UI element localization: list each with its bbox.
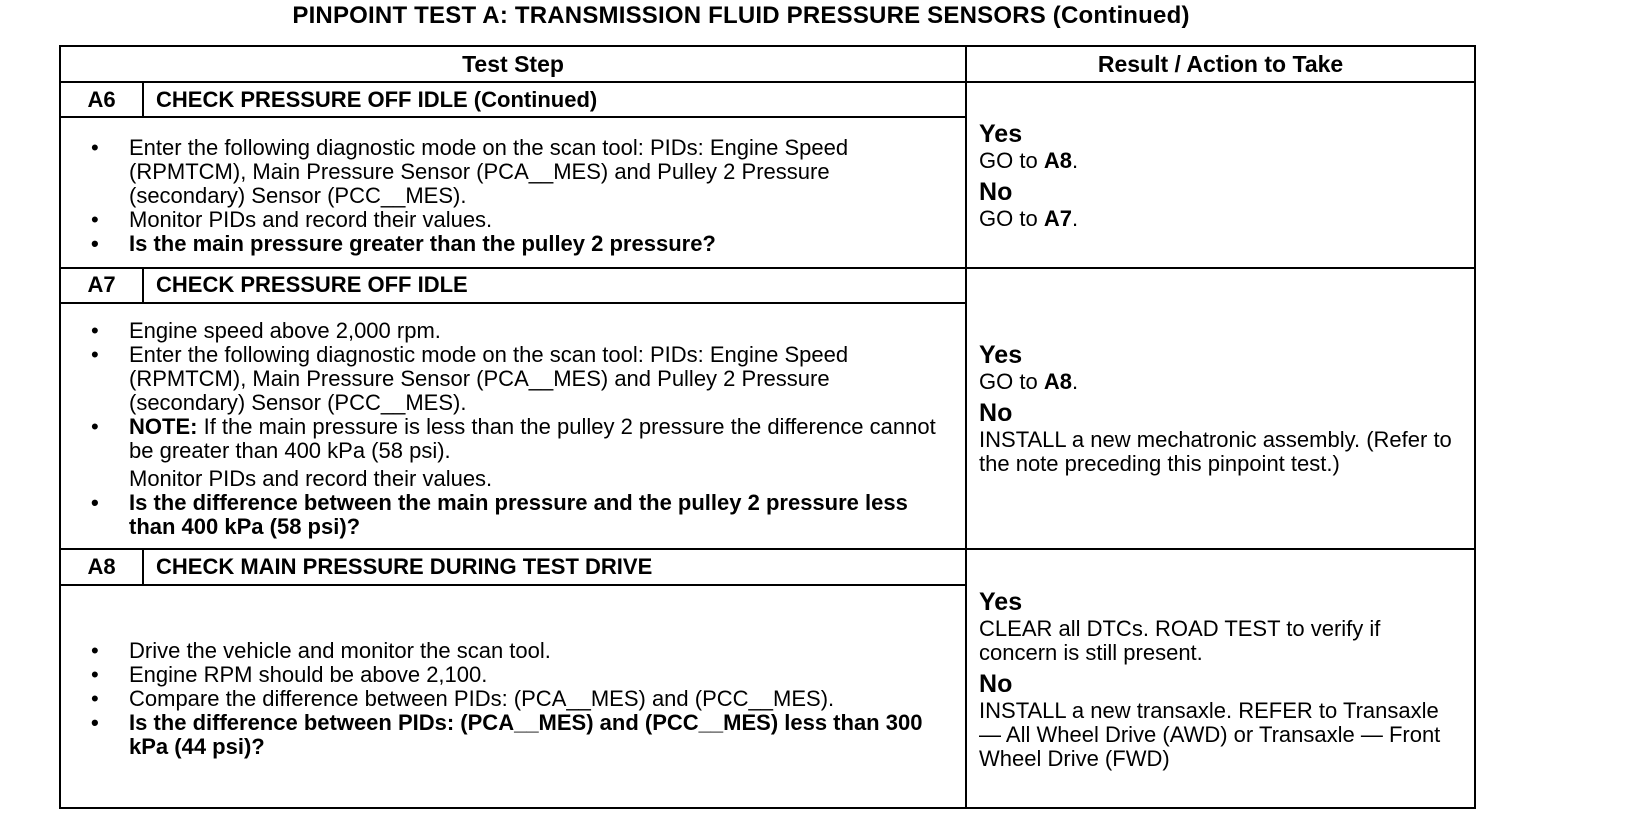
- result-yes: [979, 119, 1464, 173]
- step-id: A8: [60, 549, 143, 584]
- table-header-row: [60, 46, 1475, 82]
- yes-label: Yes: [979, 587, 1023, 616]
- step-id: A6: [60, 82, 143, 117]
- yes-action: CLEAR all DTCs. ROAD TEST to verify if concern is still present.: [979, 615, 1381, 665]
- no-label: No: [979, 177, 1013, 206]
- header-test-step: Test Step: [60, 46, 966, 82]
- step-a8-instructions: [60, 585, 966, 808]
- list-item-question: • Is the difference between the main pressure and the pulley 2 pressure less than 400 kPa (58 psi)?: [91, 491, 947, 539]
- step-a6-instructions: [60, 117, 966, 267]
- list-item: • Enter the following diagnostic mode on the scan tool: PIDs: Engine Speed (RPMTCM), Main Pressure Sensor (PCA__MES) and Pulley 2 Pressure (secondary) Sensor (PCC__MES).: [91, 136, 947, 208]
- no-action: INSTALL a new mechatronic assembly. (Refer to the note preceding this pinpoint test.): [979, 427, 1452, 477]
- step-id: A7: [60, 268, 143, 303]
- step-heading: CHECK PRESSURE OFF IDLE: [143, 268, 966, 303]
- list-item-question: • Is the difference between PIDs: (PCA__MES) and (PCC__MES) less than 300 kPa (44 psi)?: [91, 711, 947, 759]
- result-yes: [979, 340, 1464, 394]
- list-item: • Engine speed above 2,000 rpm.: [91, 319, 947, 343]
- list-item: • Engine RPM should be above 2,100.: [91, 663, 947, 687]
- step-heading: CHECK PRESSURE OFF IDLE (Continued): [143, 82, 966, 117]
- step-heading: CHECK MAIN PRESSURE DURING TEST DRIVE: [143, 549, 966, 584]
- step-a7-instructions: [60, 303, 966, 549]
- result-no: [979, 177, 1464, 231]
- step-a6-heading-row: [60, 82, 1475, 117]
- pinpoint-test-table: [59, 45, 1476, 809]
- result-no: [979, 398, 1464, 476]
- list-item: Monitor PIDs and record their values.: [129, 466, 493, 492]
- no-label: No: [979, 399, 1013, 428]
- page-title: PINPOINT TEST A: TRANSMISSION FLUID PRESSURE SENSORS (Continued): [292, 2, 1190, 29]
- step-a6-result: [966, 82, 1475, 268]
- step-a8-heading-row: [60, 549, 1475, 584]
- list-item-question: • Is the main pressure greater than the pulley 2 pressure?: [91, 232, 947, 256]
- result-no: [979, 669, 1464, 771]
- step-a7-heading-row: [60, 268, 1475, 303]
- yes-action: GO to A8.: [979, 147, 1079, 173]
- header-result: Result / Action to Take: [966, 46, 1475, 82]
- note-label: NOTE:: [129, 414, 198, 440]
- step-a8-result: [966, 549, 1475, 808]
- result-yes: [979, 587, 1464, 665]
- step-a7-result: [966, 268, 1475, 550]
- no-action: INSTALL a new transaxle. REFER to Transaxle — All Wheel Drive (AWD) or Transaxle — Front Wheel Drive (FWD): [979, 697, 1441, 771]
- no-action: GO to A7.: [979, 205, 1079, 231]
- yes-action: GO to A8.: [979, 369, 1079, 395]
- list-item: • Monitor PIDs and record their values.: [91, 208, 947, 232]
- yes-label: Yes: [979, 119, 1023, 148]
- no-label: No: [979, 669, 1013, 698]
- list-item: • Compare the difference between PIDs: (PCA__MES) and (PCC__MES).: [91, 687, 947, 711]
- yes-label: Yes: [979, 341, 1023, 370]
- list-item: • Drive the vehicle and monitor the scan tool.: [91, 639, 947, 663]
- list-item: • Enter the following diagnostic mode on the scan tool: PIDs: Engine Speed (RPMTCM), Main Pressure Sensor (PCA__MES) and Pulley 2 Pressure (secondary) Sensor (PCC__MES).: [91, 343, 947, 415]
- list-item-note: [91, 415, 947, 463]
- note-text: If the main pressure is less than the pulley 2 pressure the difference cannot be greater than 400 kPa (58 psi).: [129, 414, 936, 464]
